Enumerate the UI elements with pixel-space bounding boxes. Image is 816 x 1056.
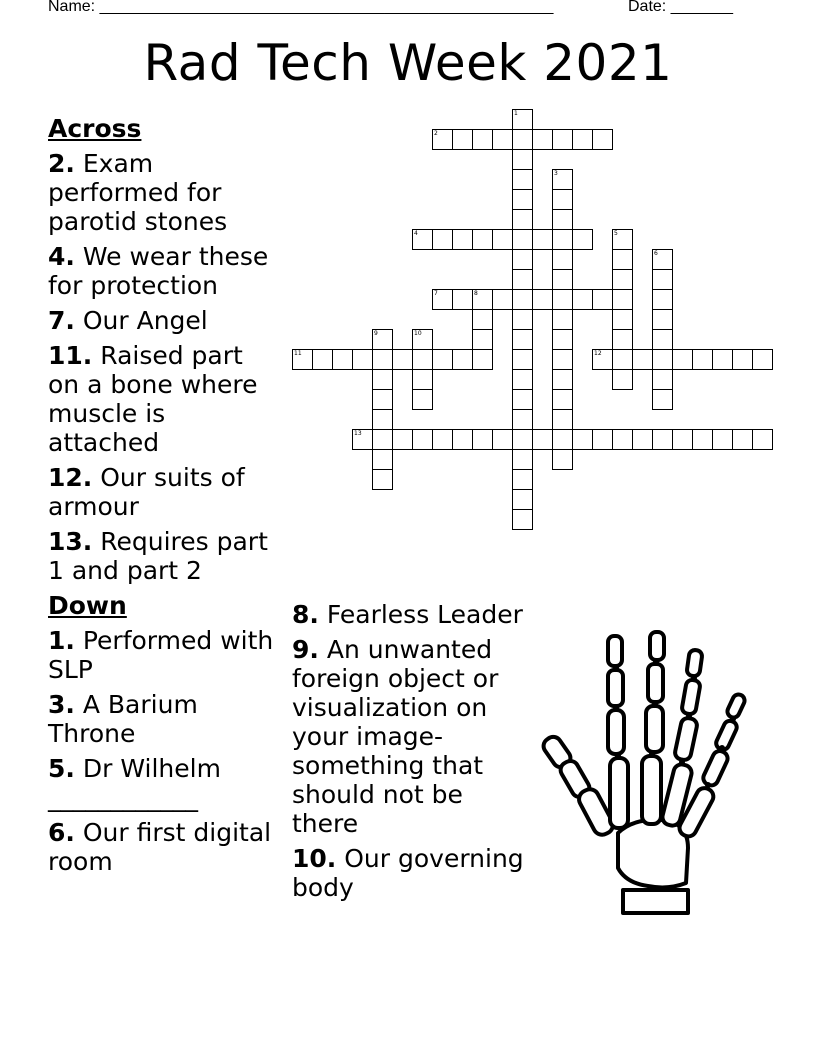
grid-cell[interactable] — [612, 329, 633, 350]
grid-cell[interactable] — [512, 509, 533, 530]
grid-cell[interactable] — [552, 289, 573, 310]
grid-cell[interactable] — [412, 229, 433, 250]
grid-number: 5 — [614, 230, 618, 237]
grid-cell[interactable] — [652, 269, 673, 290]
grid-cell[interactable] — [612, 429, 633, 450]
grid-cell[interactable] — [552, 449, 573, 470]
grid-cell[interactable] — [552, 309, 573, 330]
grid-cell[interactable] — [552, 429, 573, 450]
page-title: Rad Tech Week 2021 — [143, 34, 673, 92]
grid-cell[interactable] — [432, 229, 453, 250]
grid-number: 1 — [514, 110, 518, 117]
grid-cell[interactable] — [432, 349, 453, 370]
grid-cell[interactable] — [612, 269, 633, 290]
clue-across-12 — [48, 463, 276, 521]
grid-cell[interactable] — [512, 109, 533, 130]
grid-cell[interactable] — [752, 429, 773, 450]
clue-number: 6. — [48, 818, 75, 847]
clue-text: An unwanted foreign object or visualization on your image-something that should not be there — [292, 635, 499, 838]
grid-cell[interactable] — [512, 409, 533, 430]
grid-cell[interactable] — [312, 349, 333, 370]
grid-cell[interactable] — [472, 289, 493, 310]
clue-column-left — [48, 114, 276, 882]
grid-cell[interactable] — [712, 429, 733, 450]
grid-cell[interactable] — [372, 469, 393, 490]
grid-cell[interactable] — [332, 349, 353, 370]
grid-cell[interactable] — [492, 289, 513, 310]
grid-cell[interactable] — [652, 289, 673, 310]
clue-across-13 — [48, 527, 276, 585]
grid-cell[interactable] — [652, 309, 673, 330]
grid-cell[interactable] — [512, 309, 533, 330]
clue-down-9 — [292, 635, 524, 838]
grid-cell[interactable] — [512, 269, 533, 290]
grid-cell[interactable] — [672, 349, 693, 370]
grid-cell[interactable] — [552, 209, 573, 230]
grid-cell[interactable] — [632, 429, 653, 450]
grid-cell[interactable] — [472, 229, 493, 250]
clue-down-6 — [48, 818, 276, 876]
grid-cell[interactable] — [592, 349, 613, 370]
clue-text: Fearless Leader — [326, 600, 523, 629]
grid-cell[interactable] — [572, 289, 593, 310]
grid-cell[interactable] — [552, 229, 573, 250]
grid-cell[interactable] — [372, 429, 393, 450]
grid-cell[interactable] — [512, 129, 533, 150]
grid-cell[interactable] — [572, 129, 593, 150]
clue-number: 2. — [48, 149, 75, 178]
grid-number: 8 — [474, 290, 478, 297]
grid-cell[interactable] — [512, 449, 533, 470]
clue-down-1 — [48, 626, 276, 684]
grid-cell[interactable] — [452, 289, 473, 310]
grid-cell[interactable] — [512, 469, 533, 490]
grid-cell[interactable] — [612, 309, 633, 330]
grid-cell[interactable] — [652, 349, 673, 370]
grid-cell[interactable] — [392, 429, 413, 450]
grid-cell[interactable] — [472, 129, 493, 150]
clue-column-middle — [292, 600, 524, 908]
grid-cell[interactable] — [512, 149, 533, 170]
grid-cell[interactable] — [412, 389, 433, 410]
grid-cell[interactable] — [612, 369, 633, 390]
clue-text: Dr Wilhelm ____________ — [48, 754, 221, 812]
grid-cell[interactable] — [352, 429, 373, 450]
clue-across-4 — [48, 242, 276, 300]
grid-cell[interactable] — [472, 329, 493, 350]
hand-skeleton-icon — [538, 628, 758, 923]
grid-cell[interactable] — [512, 429, 533, 450]
grid-cell[interactable] — [512, 189, 533, 210]
clue-number: 3. — [48, 690, 75, 719]
grid-cell[interactable] — [372, 389, 393, 410]
grid-cell[interactable] — [552, 249, 573, 270]
grid-cell[interactable] — [612, 289, 633, 310]
name-field[interactable]: Name: ___________________________________________________ — [48, 0, 554, 15]
grid-cell[interactable] — [372, 409, 393, 430]
grid-cell[interactable] — [432, 429, 453, 450]
grid-cell[interactable] — [472, 309, 493, 330]
grid-cell[interactable] — [372, 369, 393, 390]
grid-number: 3 — [554, 170, 558, 177]
grid-number: 12 — [594, 350, 602, 357]
clue-text: Our Angel — [82, 306, 208, 335]
grid-number: 10 — [414, 330, 422, 337]
grid-cell[interactable] — [372, 449, 393, 470]
grid-cell[interactable] — [512, 249, 533, 270]
grid-cell[interactable] — [412, 369, 433, 390]
clue-text: Exam performed for parotid stones — [48, 149, 228, 236]
grid-cell[interactable] — [452, 229, 473, 250]
grid-number: 2 — [434, 130, 438, 137]
grid-cell[interactable] — [512, 369, 533, 390]
clue-across-7 — [48, 306, 276, 335]
grid-cell[interactable] — [692, 349, 713, 370]
clue-text: Our governing body — [292, 844, 524, 902]
grid-cell[interactable] — [552, 409, 573, 430]
grid-cell[interactable] — [412, 429, 433, 450]
grid-cell[interactable] — [372, 349, 393, 370]
grid-cell[interactable] — [552, 369, 573, 390]
grid-number: 11 — [294, 350, 302, 357]
grid-cell[interactable] — [572, 229, 593, 250]
grid-cell[interactable] — [612, 349, 633, 370]
grid-cell[interactable] — [532, 129, 553, 150]
grid-cell[interactable] — [652, 249, 673, 270]
clue-number: 11. — [48, 341, 93, 370]
clue-text: Raised part on a bone where muscle is attached — [48, 341, 258, 457]
grid-cell[interactable] — [532, 289, 553, 310]
grid-number: 6 — [654, 250, 658, 257]
across-heading: Across — [48, 114, 142, 143]
grid-cell[interactable] — [512, 209, 533, 230]
clue-number: 7. — [48, 306, 75, 335]
grid-cell[interactable] — [472, 349, 493, 370]
grid-cell[interactable] — [452, 429, 473, 450]
clue-text: We wear these for protection — [48, 242, 269, 300]
grid-cell[interactable] — [512, 289, 533, 310]
grid-cell[interactable] — [492, 229, 513, 250]
grid-cell[interactable] — [532, 229, 553, 250]
grid-cell[interactable] — [572, 429, 593, 450]
grid-cell[interactable] — [732, 349, 753, 370]
clue-number: 10. — [292, 844, 337, 873]
grid-cell[interactable] — [432, 289, 453, 310]
grid-cell[interactable] — [452, 129, 473, 150]
grid-cell[interactable] — [652, 369, 673, 390]
grid-cell[interactable] — [352, 349, 373, 370]
grid-cell[interactable] — [432, 129, 453, 150]
grid-cell[interactable] — [552, 269, 573, 290]
grid-cell[interactable] — [512, 489, 533, 510]
clue-across-11 — [48, 341, 276, 457]
grid-cell[interactable] — [512, 389, 533, 410]
grid-number: 9 — [374, 330, 378, 337]
clue-number: 4. — [48, 242, 75, 271]
date-field[interactable]: Date: _______ — [628, 0, 733, 15]
clue-text: Requires part 1 and part 2 — [48, 527, 268, 585]
grid-cell[interactable] — [612, 229, 633, 250]
grid-cell[interactable] — [492, 429, 513, 450]
grid-number: 7 — [434, 290, 438, 297]
grid-cell[interactable] — [592, 289, 613, 310]
clue-text: Performed with SLP — [48, 626, 274, 684]
grid-cell[interactable] — [652, 389, 673, 410]
clue-text: Our first digital room — [48, 818, 272, 876]
grid-number: 13 — [354, 430, 362, 437]
clue-down-8 — [292, 600, 524, 629]
grid-cell[interactable] — [492, 129, 513, 150]
grid-cell[interactable] — [752, 349, 773, 370]
clue-number: 5. — [48, 754, 75, 783]
grid-cell[interactable] — [712, 349, 733, 370]
clue-number: 8. — [292, 600, 319, 629]
grid-cell[interactable] — [592, 129, 613, 150]
grid-cell[interactable] — [672, 429, 693, 450]
grid-cell[interactable] — [552, 349, 573, 370]
down-heading: Down — [48, 591, 127, 620]
grid-cell[interactable] — [452, 349, 473, 370]
grid-cell[interactable] — [512, 329, 533, 350]
grid-cell[interactable] — [652, 329, 673, 350]
grid-cell[interactable] — [552, 389, 573, 410]
grid-number: 4 — [414, 230, 418, 237]
grid-cell[interactable] — [292, 349, 313, 370]
clue-text: A Barium Throne — [48, 690, 198, 748]
grid-cell[interactable] — [652, 429, 673, 450]
clue-number: 9. — [292, 635, 319, 664]
clue-number: 13. — [48, 527, 93, 556]
grid-cell[interactable] — [392, 349, 413, 370]
grid-cell[interactable] — [472, 429, 493, 450]
grid-cell[interactable] — [412, 329, 433, 350]
grid-cell[interactable] — [512, 349, 533, 370]
grid-cell[interactable] — [592, 429, 613, 450]
clue-text: Our suits of armour — [48, 463, 245, 521]
clue-down-5 — [48, 754, 276, 812]
clue-number: 1. — [48, 626, 75, 655]
clue-down-10 — [292, 844, 524, 902]
grid-cell[interactable] — [532, 429, 553, 450]
grid-cell[interactable] — [692, 429, 713, 450]
grid-cell[interactable] — [372, 329, 393, 350]
clue-across-2 — [48, 149, 276, 236]
grid-cell[interactable] — [412, 349, 433, 370]
grid-cell[interactable] — [512, 169, 533, 190]
grid-cell[interactable] — [632, 349, 653, 370]
grid-cell[interactable] — [552, 129, 573, 150]
clue-down-3 — [48, 690, 276, 748]
grid-cell[interactable] — [512, 229, 533, 250]
clue-number: 12. — [48, 463, 93, 492]
grid-cell[interactable] — [552, 169, 573, 190]
grid-cell[interactable] — [552, 329, 573, 350]
grid-cell[interactable] — [732, 429, 753, 450]
grid-cell[interactable] — [552, 189, 573, 210]
grid-cell[interactable] — [612, 249, 633, 270]
